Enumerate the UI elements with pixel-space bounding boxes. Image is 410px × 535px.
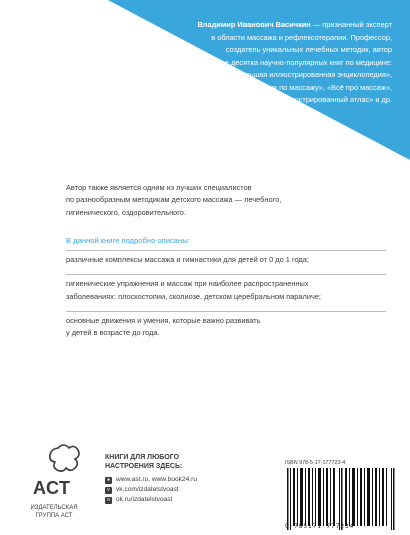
link-text: vk.com/izdatelstvoast — [116, 486, 179, 493]
publisher-logo — [30, 440, 82, 500]
publisher-links — [105, 475, 197, 505]
list-item — [66, 311, 386, 340]
link-ok[interactable] — [105, 495, 197, 505]
divider — [66, 250, 386, 251]
publisher-caption-line: ИЗДАТЕЛЬСКАЯ — [30, 505, 78, 511]
author-bio — [132, 19, 392, 107]
list-item-line: у детей в возрасте до года. — [66, 328, 160, 338]
barcode-digits: 9 785171 777234 — [285, 523, 355, 530]
logo-text: ACT — [33, 478, 70, 498]
bio-line: создатель уникальных лечебных методик, автор — [225, 45, 392, 54]
intro-line: по разнообразным методикам детского массажа — лечебного, — [66, 195, 282, 205]
bio-line: более десятка научно-популярных книг по медицине: — [208, 57, 392, 67]
publisher-caption — [24, 504, 84, 520]
list-item-line: гигиенические упражнения и массаж при наиболее распространенных — [66, 279, 309, 289]
bio-line: — признанный эксперт — [312, 20, 392, 29]
barcode-icon — [287, 468, 399, 530]
bio-line: «Целительные точки. Иллюстрированный атлас» и др. — [203, 95, 392, 104]
list-item-line: заболеваниях: плоскостопии, сколиозе, детском церебральном параличе; — [66, 291, 321, 301]
list-item — [66, 274, 386, 303]
section-heading: В данной книге подробно описаны: — [66, 236, 190, 245]
feature-list — [66, 250, 386, 347]
vk-icon: v — [105, 487, 112, 494]
bio-line: «Массаж. Большая иллюстрированная энциклопедия», — [201, 70, 392, 79]
divider — [66, 274, 386, 275]
ast-logo-icon — [30, 440, 82, 500]
intro-line: гигиенического, оздоровительного. — [66, 207, 186, 217]
intro-paragraph — [66, 182, 376, 219]
author-name: Владимир Иванович Васичкин — [197, 20, 311, 29]
back-cover-footer — [0, 430, 410, 535]
link-text: www.ast.ru, www.book24.ru — [116, 476, 197, 483]
bio-line: «Большой справочник по массажу», «Всё про массаж», — [200, 82, 392, 92]
intro-line: Автор также является одним из лучших специалистов — [66, 183, 252, 192]
globe-icon: ● — [106, 476, 111, 483]
isbn-label: ISBN 978-5-17-177723-4 — [285, 460, 346, 466]
link-text: ok.ru/izdatelstvoast — [116, 496, 173, 503]
link-website[interactable] — [105, 475, 197, 485]
slogan-line: НАСТРОЕНИЯ ЗДЕСЬ: — [105, 463, 183, 470]
bio-line: в области массажа и рефлексотерапии. Профессор, — [211, 32, 392, 42]
publisher-caption-line: ГРУППА АСТ — [35, 513, 73, 519]
ok-icon: o — [105, 497, 112, 504]
list-item-line: основные движения и умения, которые важно развивать — [66, 315, 261, 325]
divider — [66, 311, 386, 312]
list-item-line: различные комплексы массажа и гимнастики для детей от 0 до 1 года; — [66, 255, 309, 264]
slogan-line: КНИГИ ДЛЯ ЛЮБОГО — [105, 454, 180, 461]
link-vk[interactable] — [105, 485, 197, 495]
slogan — [105, 453, 215, 471]
list-item — [66, 250, 386, 266]
